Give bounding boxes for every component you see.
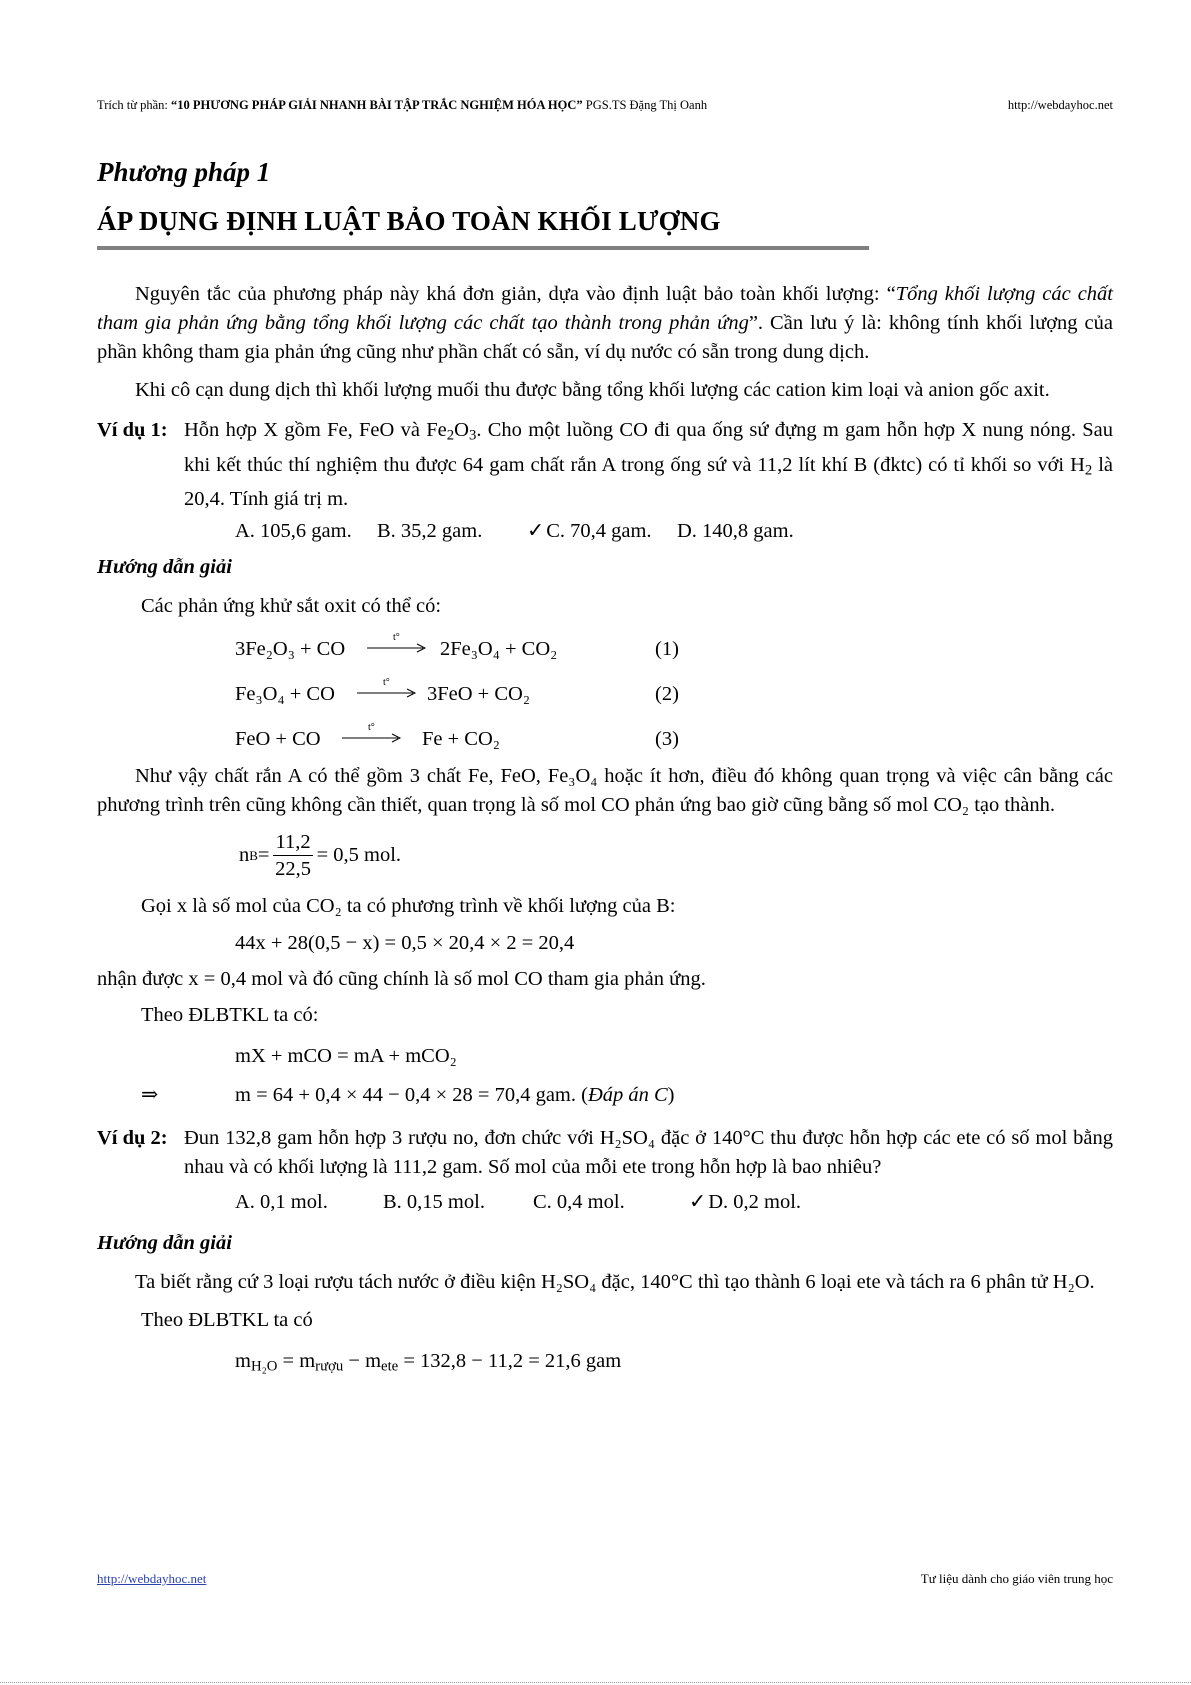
heat-arrow-icon [355, 676, 417, 702]
heat-arrow-icon [365, 631, 427, 657]
example-1 [97, 416, 1113, 514]
header-book-title: “10 PHƯƠNG PHÁP GIẢI NHANH BÀI TẬP TRẮC NGHIỆM HÓA HỌC” [171, 98, 583, 112]
sol1-line-2: Như vậy chất rắn A có thể gồm 3 chất Fe, FeO, Fe₃O₄ hoặc ít hơn, điều đó không quan trọng và việc cân bằng các phương trình trên cũng không cần thiết, quan trọng là số mol CO phản ứng bao giờ cũng bằng số mol CO₂ tạo thành. [97, 765, 1113, 817]
eq3-rhs: Fe + CO₂ [422, 728, 500, 751]
eq3-lhs: FeO + CO [235, 728, 321, 751]
footer-note: Tư liệu dành cho giáo viên trung học [920, 1571, 1113, 1586]
equation-1 [235, 627, 1113, 672]
equation-3 [235, 717, 1113, 762]
page-footer [97, 1571, 1113, 1587]
sol1-line-4: 44x + 28(0,5 − x) = 0,5 × 20,4 × 2 = 20,4 [235, 932, 575, 955]
equation-2 [235, 672, 1113, 717]
eq2-number: (2) [655, 683, 679, 706]
sol2-line-1: Ta biết rằng cứ 3 loại rượu tách nước ở điều kiện H₂SO₄ đặc, 140°C thì tạo thành 6 loại ete và tách ra 6 phân tử H₂O. [135, 1271, 1095, 1294]
ex1-option-b: B. 35,2 gam. [377, 520, 483, 543]
example-2 [97, 1124, 1113, 1182]
eq3-number: (3) [655, 728, 679, 751]
ex2-option-c: C. 0,4 mol. [533, 1191, 625, 1214]
example-1-text: Hỗn hợp X gồm Fe, FeO và $Fe_2O_3$. Cho một luồng CO đi qua ống sứ đựng m gam hỗn hợp X nung nóng. Sau khi kết thúc thí nghiệm thu được 64 gam chất rắn A trong ống sứ và 11,2 lít khí B (đktc) có tỉ khối so với $H_2$ là 20,4. Tính giá trị m. [184, 419, 1113, 511]
page-title: ÁP DỤNG ĐỊNH LUẬT BẢO TOÀN KHỐI LƯỢNG [97, 206, 721, 236]
sol1-line-5: nhận được x = 0,4 mol và đó cũng chính là số mol CO tham gia phản ứng. [97, 968, 706, 991]
svg-text:t°: t° [383, 677, 390, 689]
ex1-option-a: A. 105,6 gam. [235, 520, 352, 543]
nb-formula: n B = $\frac{11,2}{22,5}$ = 0,5 mol. [239, 830, 402, 880]
header-author: PGS.TS Đặng Thị Oanh [582, 98, 708, 112]
ex2-option-b: B. 0,15 mol. [383, 1191, 485, 1214]
title-underline [97, 246, 869, 250]
example-2-options [235, 1188, 1113, 1217]
eq2-lhs: Fe₃O₄ + CO [235, 683, 335, 706]
sol1-line-7: mX + mCO = mA + mCO₂ [235, 1045, 457, 1068]
eq1-lhs: 3Fe₂O₃ + CO [235, 638, 346, 661]
intro-paragraph-1: Nguyên tắc của phương pháp này khá đơn giản, dựa vào định luật bảo toàn khối lượng: “Tổng khối lượng các chất tham gia phản ứng bằng tổng khối lượng các chất tạo thành trong phản ứng”. Cần lưu ý là: không tính khối lượng của phần không tham gia phản ứng cũng như phần chất có sẵn, ví dụ nước có sẵn trong dung dịch. [97, 283, 1113, 363]
example-2-label: Ví dụ 2: [97, 1127, 168, 1150]
sol2-line-3: $m_{H_2O} = m_{rượu} - m_{ete} = 132,8 - 11,2 = 21,6$ gam [235, 1350, 622, 1376]
nb-fraction: $\frac{11,2}{22,5}$ [275, 830, 311, 880]
ex1-option-c: ✓C. 70,4 gam. [527, 520, 652, 543]
ex1-option-d: D. 140,8 gam. [677, 520, 794, 543]
ex2-option-a: A. 0,1 mol. [235, 1191, 328, 1214]
guide-heading-2: Hướng dẫn giải [97, 1232, 232, 1255]
page-bottom-divider [0, 1682, 1191, 1683]
header-site[interactable]: http://webdayhoc.net [1007, 98, 1113, 112]
header-source [97, 98, 707, 113]
sol2-line-2: Theo ĐLBTKL ta có [141, 1309, 313, 1332]
eq1-number: (1) [655, 638, 679, 661]
svg-text:t°: t° [393, 632, 400, 644]
intro-paragraph-2: Khi cô cạn dung dịch thì khối lượng muối thu được bằng tổng khối lượng các cation kim loại và anion gốc axit. [135, 379, 1050, 401]
ex2-option-d: ✓D. 0,2 mol. [689, 1191, 802, 1214]
header-prefix: Trích từ phần: [97, 98, 172, 112]
eq2-rhs: 3FeO + CO₂ [427, 683, 530, 706]
example-1-label: Ví dụ 1: [97, 419, 168, 441]
document-body [97, 280, 1113, 1382]
footer-link[interactable]: http://webdayhoc.net [97, 1571, 207, 1586]
method-label: Phương pháp 1 [97, 157, 271, 187]
sol1-line-3: Gọi x là số mol của CO₂ ta có phương trình về khối lượng của B: [141, 895, 676, 918]
check-icon: ✓ [527, 520, 545, 543]
guide-heading-1: Hướng dẫn giải [97, 556, 232, 579]
sol1-line-6: Theo ĐLBTKL ta có: [141, 1004, 319, 1027]
heat-arrow-icon [340, 721, 402, 747]
eq1-rhs: 2Fe₃O₄ + CO₂ [440, 638, 558, 661]
check-icon: ✓ [689, 1191, 707, 1214]
sol1-line-8: ⇒ m = 64 + 0,4 × 44 − 0,4 × 28 = 70,4 gam. (Đáp án C) [97, 1081, 1113, 1110]
svg-text:t°: t° [368, 722, 375, 734]
implies-icon: ⇒ [141, 1084, 159, 1107]
example-2-text: Đun 132,8 gam hỗn hợp 3 rượu no, đơn chức với H₂SO₄ đặc ở 140°C thu được hỗn hợp các ete có số mol bằng nhau và có khối lượng là 111,2 gam. Số mol của mỗi ete trong hỗn hợp là bao nhiêu? [184, 1127, 1113, 1179]
page-header [97, 98, 1113, 113]
example-1-options [235, 517, 1113, 546]
sol1-line-1: Các phản ứng khử sắt oxit có thể có: [141, 595, 442, 618]
